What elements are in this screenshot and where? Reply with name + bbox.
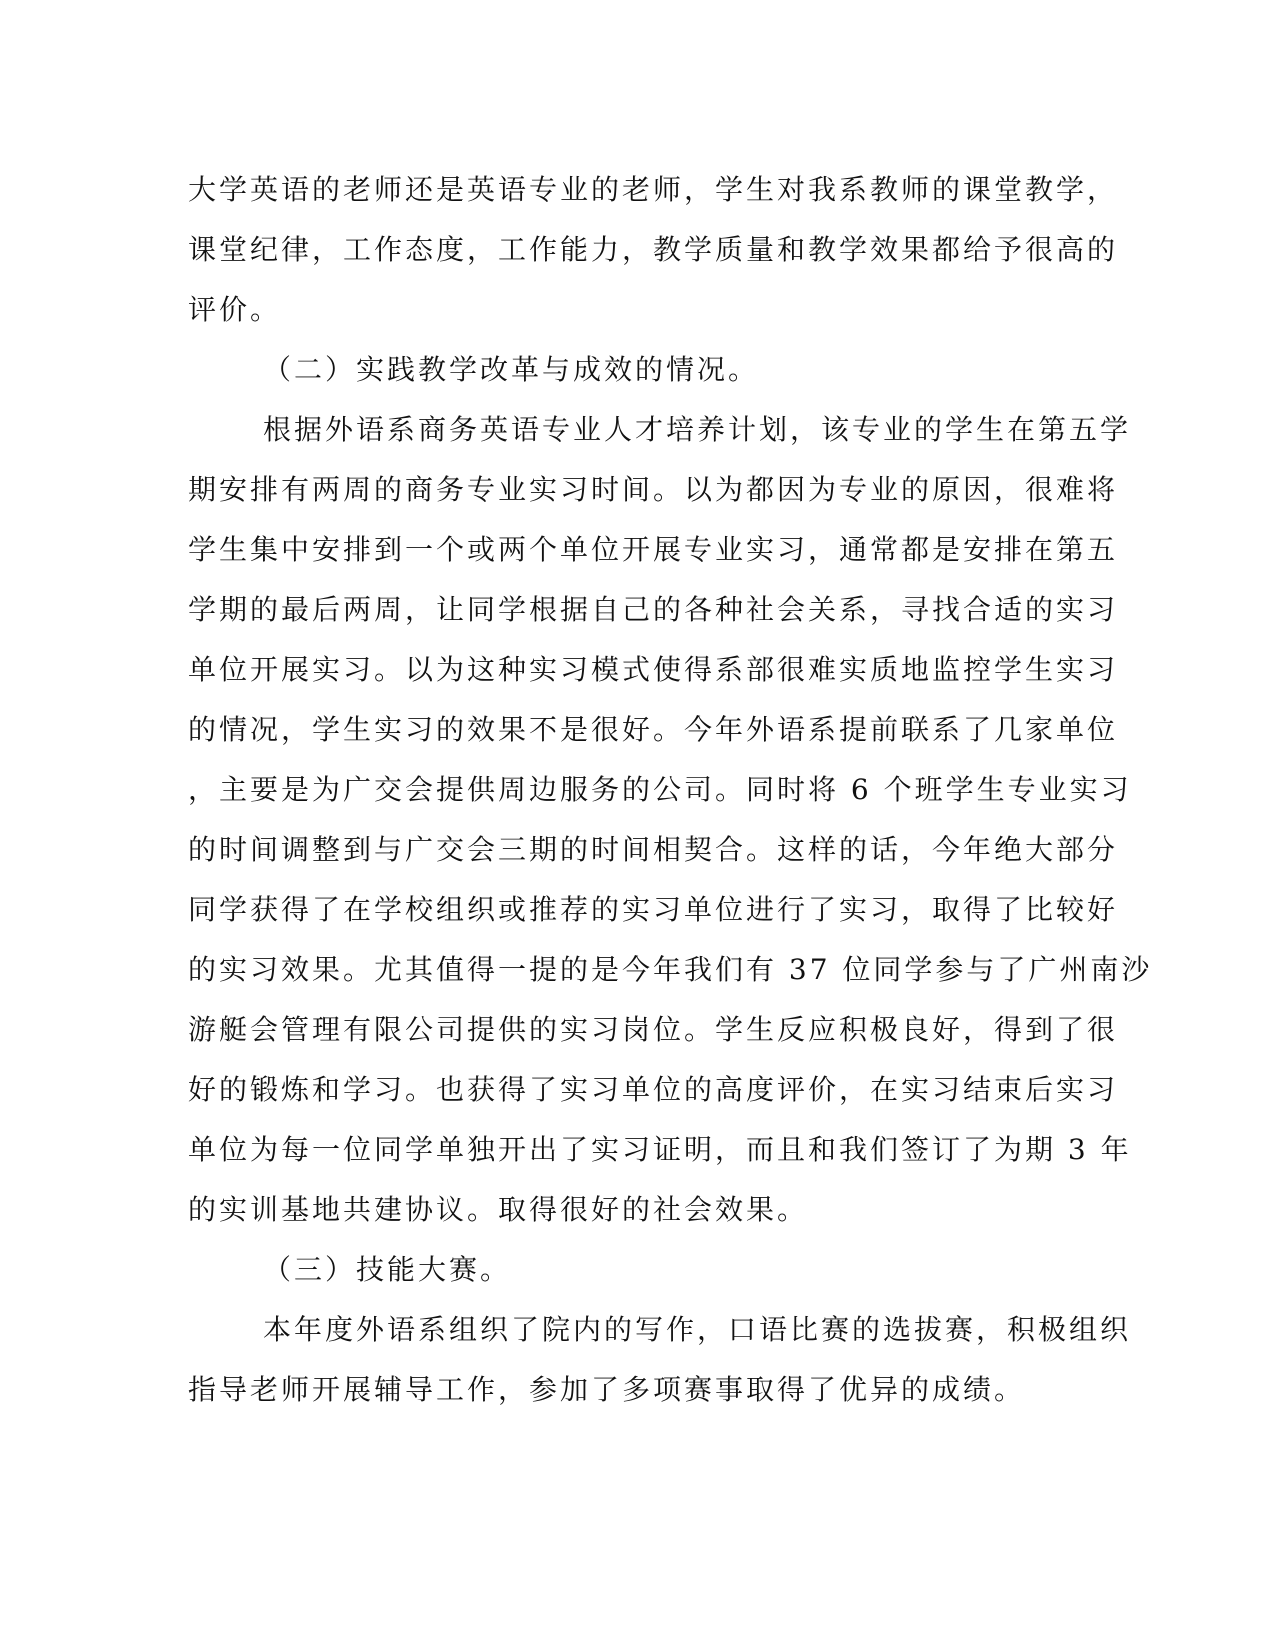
text-line: 的情况，学生实习的效果不是很好。今年外语系提前联系了几家单位 — [188, 713, 1119, 746]
text-line: 的实习效果。尤其值得一提的是今年我们有 37 位同学参与了广州南沙 — [188, 953, 1153, 986]
text-line: 期安排有两周的商务专业实习时间。以为都因为专业的原因，很难将 — [188, 473, 1119, 506]
text-line: 根据外语系商务英语专业人才培养计划，该专业的学生在第五学 — [263, 413, 1132, 446]
text-line: 同学获得了在学校组织或推荐的实习单位进行了实习，取得了比较好 — [188, 893, 1119, 926]
text-line: 学期的最后两周，让同学根据自己的各种社会关系，寻找合适的实习 — [188, 593, 1119, 626]
section-heading: （三）技能大赛。 — [263, 1253, 512, 1286]
text-line: 本年度外语系组织了院内的写作，口语比赛的选拔赛，积极组织 — [263, 1313, 1132, 1346]
text-line: 的时间调整到与广交会三期的时间相契合。这样的话，今年绝大部分 — [188, 833, 1119, 866]
text-line: 大学英语的老师还是英语专业的老师，学生对我系教师的课堂教学， — [188, 173, 1119, 206]
text-line: ，主要是为广交会提供周边服务的公司。同时将 6 个班学生专业实习 — [188, 773, 1132, 806]
text-line: 好的锻炼和学习。也获得了实习单位的高度评价，在实习结束后实习 — [188, 1073, 1119, 1106]
text-line: 课堂纪律，工作态度，工作能力，教学质量和教学效果都给予很高的 — [188, 233, 1119, 266]
text-line: 学生集中安排到一个或两个单位开展专业实习，通常都是安排在第五 — [188, 533, 1119, 566]
document-body — [188, 160, 1153, 1420]
text-line: 游艇会管理有限公司提供的实习岗位。学生反应积极良好，得到了很 — [188, 1013, 1119, 1046]
text-line: 单位为每一位同学单独开出了实习证明，而且和我们签订了为期 3 年 — [188, 1133, 1132, 1166]
text-line: 评价。 — [188, 293, 282, 326]
text-line: 指导老师开展辅导工作，参加了多项赛事取得了优异的成绩。 — [188, 1373, 1026, 1406]
text-line: 的实训基地共建协议。取得很好的社会效果。 — [188, 1193, 809, 1226]
section-heading: （二）实践教学改革与成效的情况。 — [263, 353, 760, 386]
text-line: 单位开展实习。以为这种实习模式使得系部很难实质地监控学生实习 — [188, 653, 1119, 686]
